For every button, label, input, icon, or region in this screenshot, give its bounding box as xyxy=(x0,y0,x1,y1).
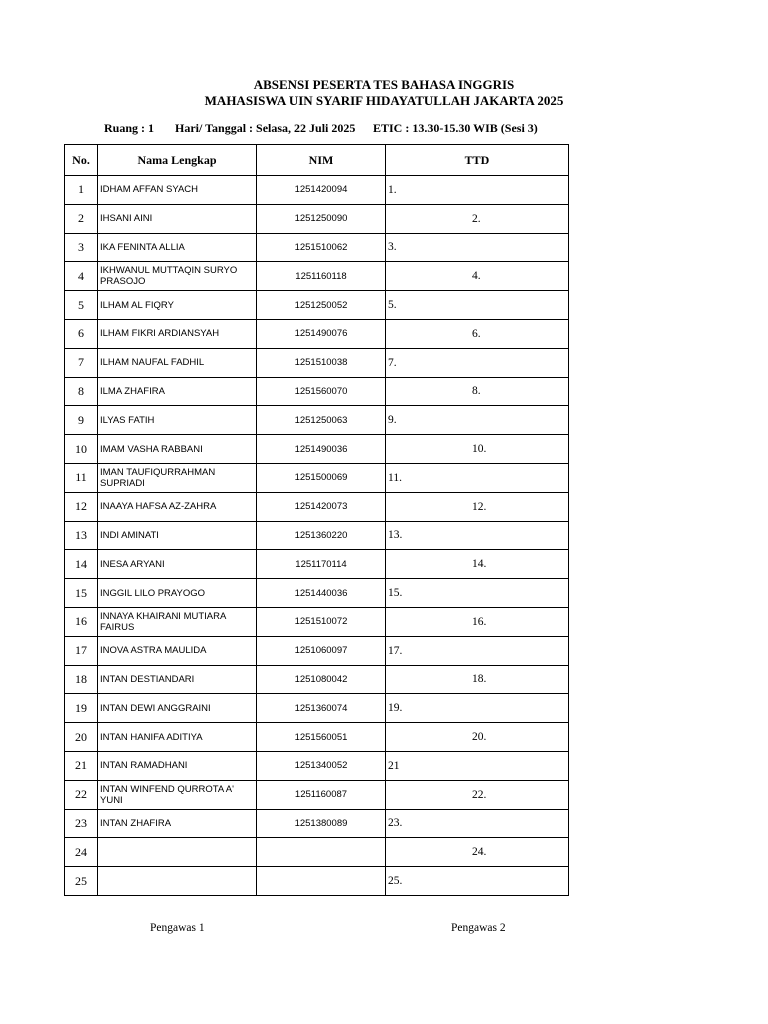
row-number: 3 xyxy=(65,233,98,262)
row-number: 9 xyxy=(65,406,98,435)
table-row xyxy=(65,319,569,348)
table-row xyxy=(65,435,569,464)
signature-cell: 24. xyxy=(386,838,569,867)
student-nim: 1251360074 xyxy=(257,694,386,723)
student-nim: 1251510038 xyxy=(257,348,386,377)
student-name: INTAN WINFEND QURROTA A' YUNI xyxy=(98,780,257,809)
table-row xyxy=(65,665,569,694)
supervisor-1-label: Pengawas 1 xyxy=(150,922,205,934)
row-number: 7 xyxy=(65,348,98,377)
signature-cell: 20. xyxy=(386,723,569,752)
student-name xyxy=(98,867,257,896)
student-nim: 1251560051 xyxy=(257,723,386,752)
document-title-line1: ABSENSI PESERTA TES BAHASA INGGRIS xyxy=(253,77,515,92)
signature-cell: 16. xyxy=(386,607,569,636)
date-label: Hari/ Tanggal : Selasa, 22 Juli 2025 xyxy=(175,121,356,135)
student-nim: 1251080042 xyxy=(257,665,386,694)
student-name: ILMA ZHAFIRA xyxy=(98,377,257,406)
attendance-table xyxy=(64,144,569,896)
student-name: INDI AMINATI xyxy=(98,521,257,550)
row-number: 23 xyxy=(65,809,98,838)
table-row xyxy=(65,607,569,636)
row-number: 5 xyxy=(65,291,98,320)
student-nim: 1251490036 xyxy=(257,435,386,464)
signature-cell: 6. xyxy=(386,319,569,348)
signature-cell: 18. xyxy=(386,665,569,694)
signature-cell: 2. xyxy=(386,204,569,233)
column-header-name: Nama Lengkap xyxy=(98,145,257,176)
signature-cell: 11. xyxy=(386,463,569,492)
table-row xyxy=(65,751,569,780)
row-number: 18 xyxy=(65,665,98,694)
student-name: INAAYA HAFSA AZ-ZAHRA xyxy=(98,492,257,521)
table-row xyxy=(65,723,569,752)
student-name xyxy=(98,838,257,867)
row-number: 19 xyxy=(65,694,98,723)
student-name: IKA FENINTA ALLIA xyxy=(98,233,257,262)
row-number: 6 xyxy=(65,319,98,348)
row-number: 21 xyxy=(65,751,98,780)
signature-cell: 14. xyxy=(386,550,569,579)
signature-cell: 21 xyxy=(386,751,569,780)
row-number: 17 xyxy=(65,636,98,665)
table-row xyxy=(65,348,569,377)
signature-cell: 4. xyxy=(386,262,569,291)
table-row xyxy=(65,406,569,435)
student-name: ILHAM FIKRI ARDIANSYAH xyxy=(98,319,257,348)
table-row xyxy=(65,492,569,521)
student-nim: 1251160118 xyxy=(257,262,386,291)
table-row xyxy=(65,550,569,579)
table-row xyxy=(65,521,569,550)
signature-cell: 5. xyxy=(386,291,569,320)
student-nim: 1251250052 xyxy=(257,291,386,320)
row-number: 1 xyxy=(65,176,98,205)
table-row xyxy=(65,636,569,665)
row-number: 24 xyxy=(65,838,98,867)
table-row xyxy=(65,262,569,291)
table-row xyxy=(65,867,569,896)
row-number: 2 xyxy=(65,204,98,233)
session-label: ETIC : 13.30-15.30 WIB (Sesi 3) xyxy=(373,121,538,135)
signature-cell: 13. xyxy=(386,521,569,550)
student-name: INOVA ASTRA MAULIDA xyxy=(98,636,257,665)
signature-cell: 8. xyxy=(386,377,569,406)
signature-cell: 22. xyxy=(386,780,569,809)
column-header-nim: NIM xyxy=(257,145,386,176)
row-number: 8 xyxy=(65,377,98,406)
student-name: IDHAM AFFAN SYACH xyxy=(98,176,257,205)
student-name: INESA ARYANI xyxy=(98,550,257,579)
student-name: ILYAS FATIH xyxy=(98,406,257,435)
student-name: INTAN ZHAFIRA xyxy=(98,809,257,838)
row-number: 25 xyxy=(65,867,98,896)
row-number: 4 xyxy=(65,262,98,291)
table-row xyxy=(65,377,569,406)
supervisor-2-label: Pengawas 2 xyxy=(451,922,506,934)
student-nim: 1251250090 xyxy=(257,204,386,233)
student-nim: 1251060097 xyxy=(257,636,386,665)
column-header-no: No. xyxy=(65,145,98,176)
student-nim: 1251250063 xyxy=(257,406,386,435)
row-number: 22 xyxy=(65,780,98,809)
student-name: IKHWANUL MUTTAQIN SURYO PRASOJO xyxy=(98,262,257,291)
student-nim: 1251500069 xyxy=(257,463,386,492)
student-nim: 1251420073 xyxy=(257,492,386,521)
student-nim xyxy=(257,867,386,896)
column-header-ttd: TTD xyxy=(386,145,569,176)
table-row xyxy=(65,291,569,320)
student-name: IMAN TAUFIQURRAHMAN SUPRIADI xyxy=(98,463,257,492)
student-name: IMAM VASHA RABBANI xyxy=(98,435,257,464)
signature-cell: 1. xyxy=(386,176,569,205)
signature-cell: 17. xyxy=(386,636,569,665)
student-name: INTAN DESTIANDARI xyxy=(98,665,257,694)
signature-cell: 7. xyxy=(386,348,569,377)
row-number: 12 xyxy=(65,492,98,521)
row-number: 16 xyxy=(65,607,98,636)
student-nim: 1251510072 xyxy=(257,607,386,636)
signature-cell: 25. xyxy=(386,867,569,896)
student-nim: 1251380089 xyxy=(257,809,386,838)
document-title-line2: MAHASISWA UIN SYARIF HIDAYATULLAH JAKARTA 2025 xyxy=(204,93,564,108)
student-nim xyxy=(257,838,386,867)
table-row xyxy=(65,809,569,838)
row-number: 11 xyxy=(65,463,98,492)
table-row xyxy=(65,579,569,608)
table-row xyxy=(65,694,569,723)
student-nim: 1251340052 xyxy=(257,751,386,780)
signature-cell: 3. xyxy=(386,233,569,262)
student-nim: 1251510062 xyxy=(257,233,386,262)
table-row xyxy=(65,780,569,809)
student-nim: 1251490076 xyxy=(257,319,386,348)
student-nim: 1251420094 xyxy=(257,176,386,205)
student-nim: 1251360220 xyxy=(257,521,386,550)
student-nim: 1251160087 xyxy=(257,780,386,809)
signature-cell: 10. xyxy=(386,435,569,464)
table-row xyxy=(65,463,569,492)
table-row xyxy=(65,176,569,205)
table-row xyxy=(65,838,569,867)
student-name: IHSANI AINI xyxy=(98,204,257,233)
student-name: INTAN DEWI ANGGRAINI xyxy=(98,694,257,723)
signature-cell: 12. xyxy=(386,492,569,521)
row-number: 20 xyxy=(65,723,98,752)
signature-cell: 19. xyxy=(386,694,569,723)
student-name: INTAN HANIFA ADITIYA xyxy=(98,723,257,752)
student-name: ILHAM NAUFAL FADHIL xyxy=(98,348,257,377)
table-row xyxy=(65,233,569,262)
student-name: INNAYA KHAIRANI MUTIARA FAIRUS xyxy=(98,607,257,636)
student-nim: 1251170114 xyxy=(257,550,386,579)
row-number: 15 xyxy=(65,579,98,608)
row-number: 10 xyxy=(65,435,98,464)
student-nim: 1251560070 xyxy=(257,377,386,406)
row-number: 14 xyxy=(65,550,98,579)
student-name: ILHAM AL FIQRY xyxy=(98,291,257,320)
table-header-row xyxy=(65,145,569,176)
row-number: 13 xyxy=(65,521,98,550)
student-name: INGGIL LILO PRAYOGO xyxy=(98,579,257,608)
signature-cell: 15. xyxy=(386,579,569,608)
student-nim: 1251440036 xyxy=(257,579,386,608)
table-row xyxy=(65,204,569,233)
student-name: INTAN RAMADHANI xyxy=(98,751,257,780)
signature-cell: 9. xyxy=(386,406,569,435)
signature-cell: 23. xyxy=(386,809,569,838)
room-label: Ruang : 1 xyxy=(104,121,155,135)
